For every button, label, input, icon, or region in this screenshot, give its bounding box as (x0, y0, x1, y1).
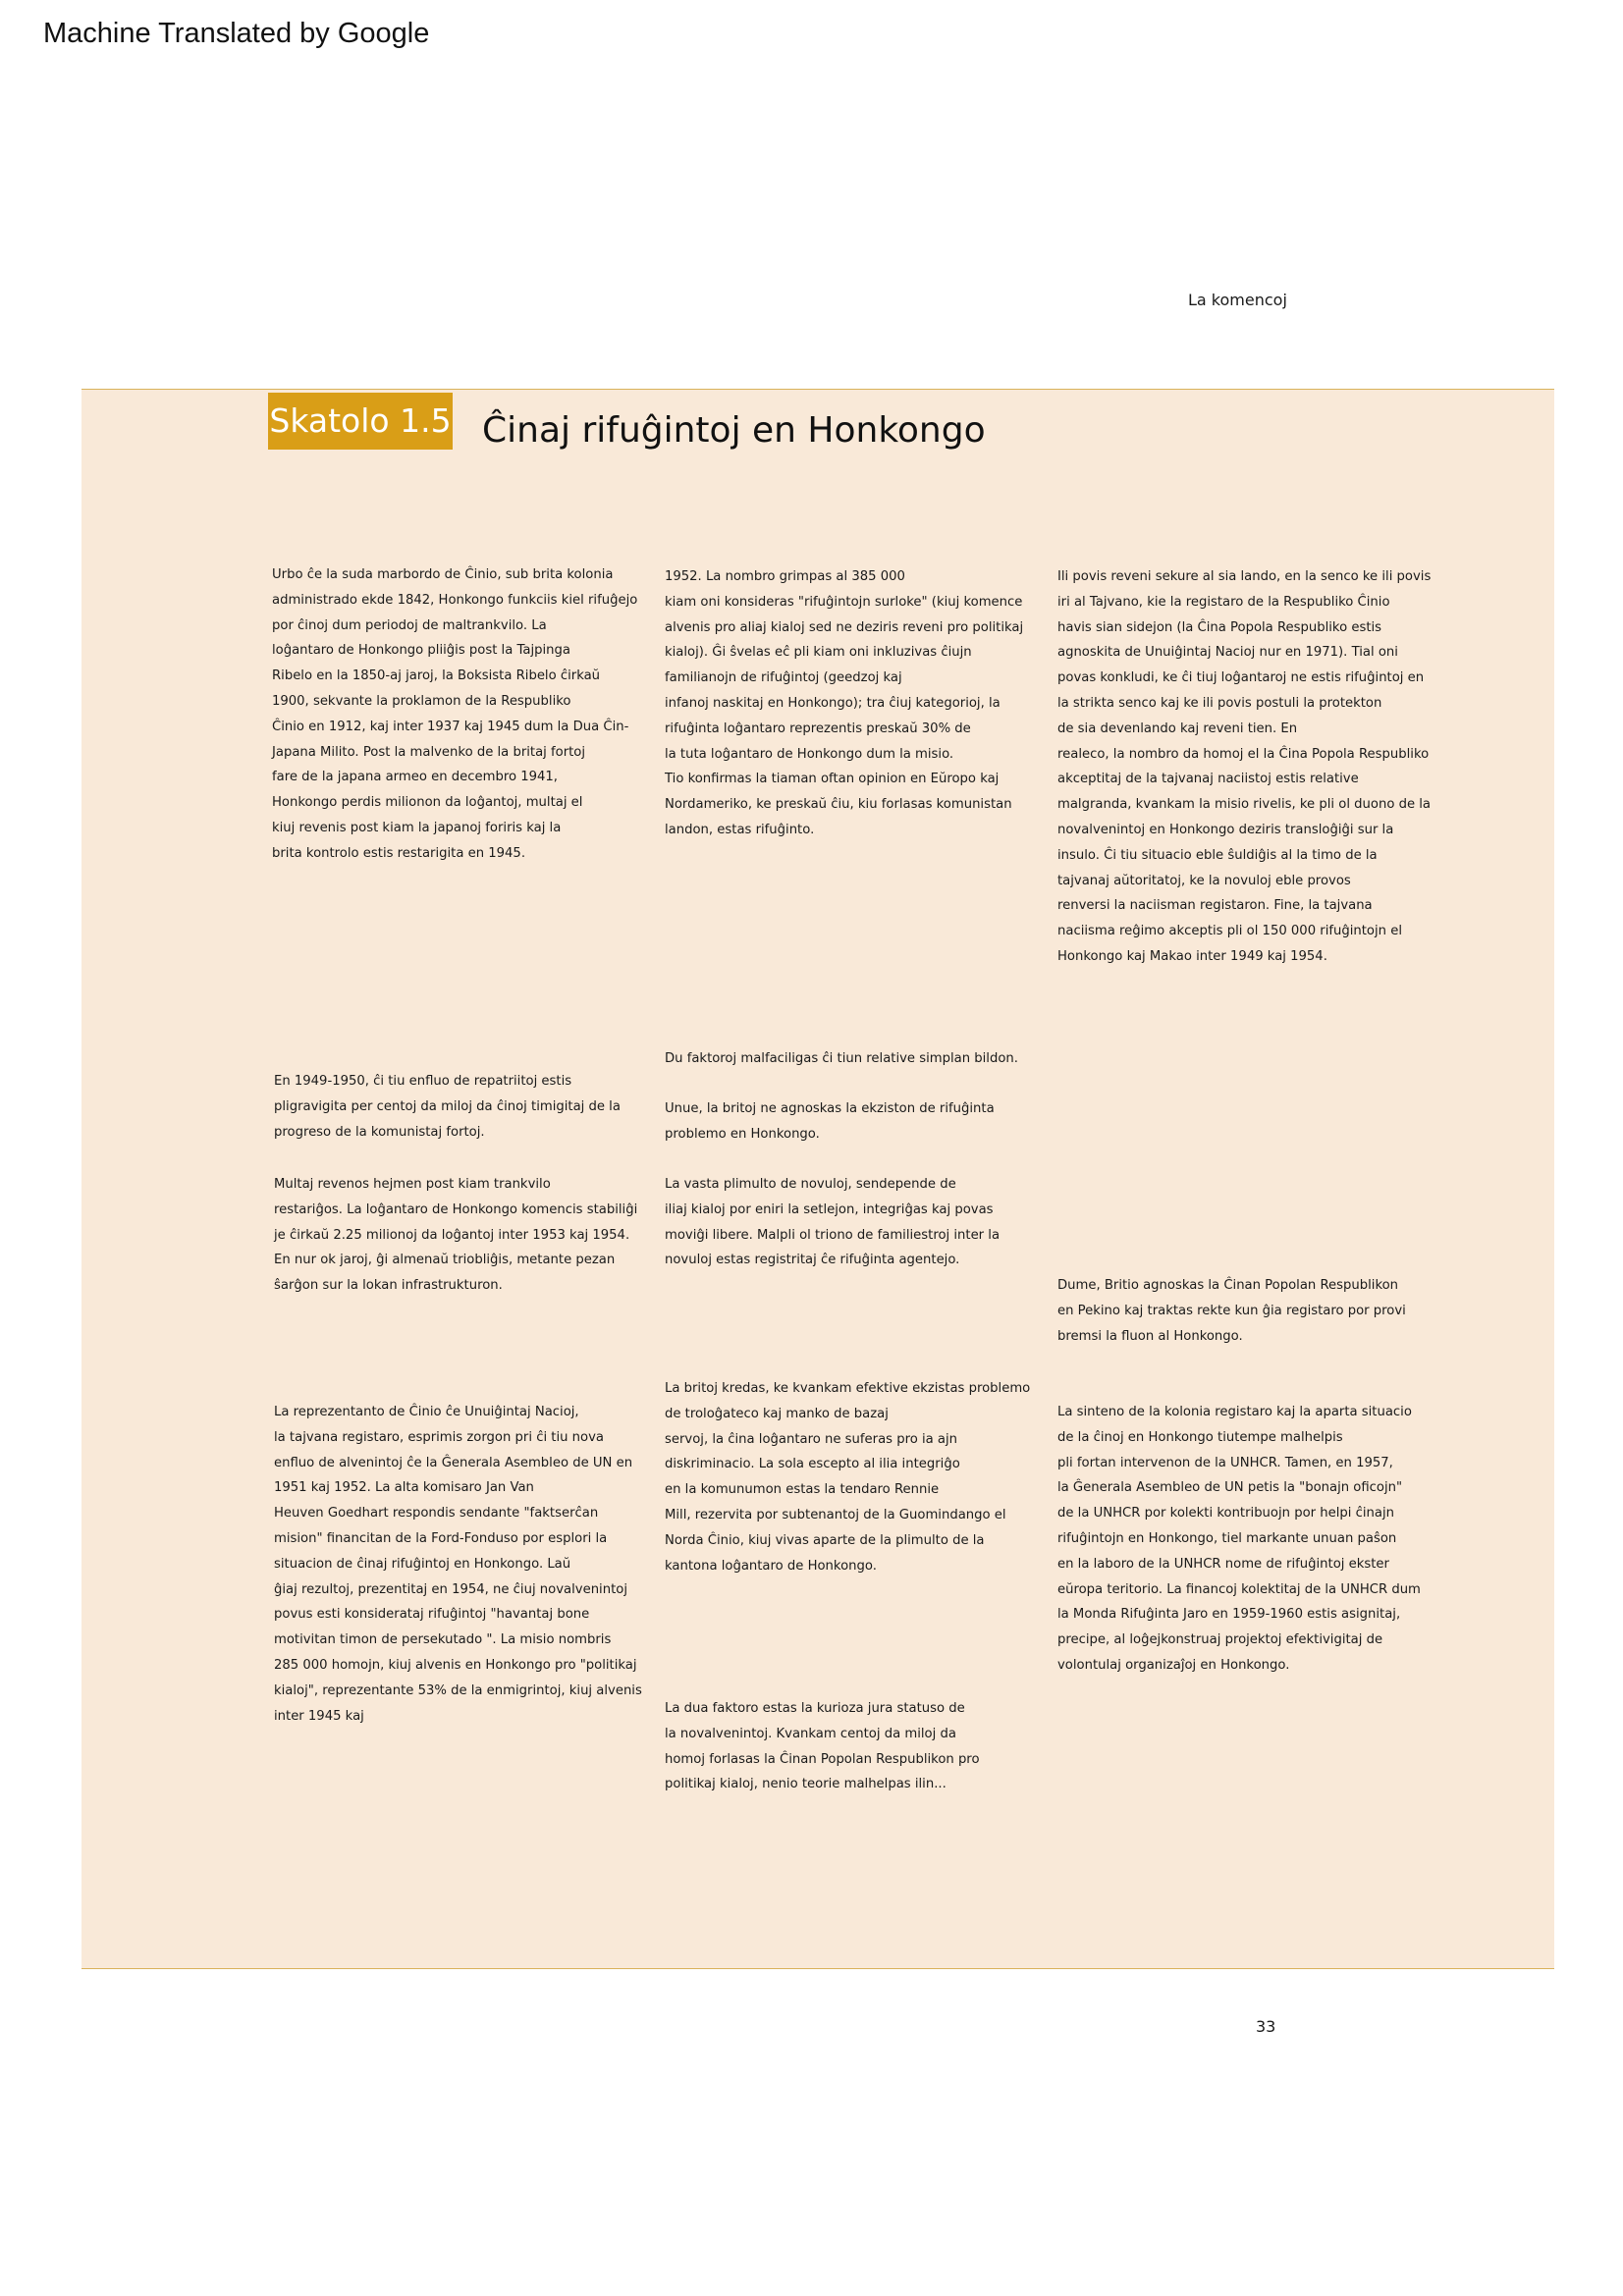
text-line: En 1949-1950, ĉi tiu enfluo de repatriitoj estis (274, 1074, 572, 1089)
column-3-paragraph (1057, 564, 1431, 970)
text-line: brita kontrolo estis restarigita en 1945. (272, 845, 526, 861)
column-2-paragraph (665, 564, 1023, 843)
text-line: 1951 kaj 1952. La alta komisaro Jan Van (274, 1480, 534, 1496)
text-line: malgranda, kvankam la misio rivelis, ke pli ol duono de la (1057, 797, 1432, 813)
text-line: Norda Ĉinio, kiuj vivas aparte de la plimulto de la (665, 1532, 985, 1548)
text-line: La dua faktoro estas la kurioza jura statuso de (665, 1701, 965, 1716)
text-line: fare de la japana armeo en decembro 1941, (272, 770, 558, 785)
text-line: problemo en Honkongo. (665, 1126, 820, 1142)
text-line: pli fortan intervenon de la UNHCR. Tamen, en 1957, (1057, 1455, 1393, 1470)
text-line: insulo. Ĉi tiu situacio eble ŝuldiĝis al la timo de la (1057, 847, 1378, 863)
text-line: enfluo de alvenintoj ĉe la Ĝenerala Asembleo de UN en (274, 1455, 633, 1470)
text-line: en la komunumon estas la tendaro Rennie (665, 1482, 940, 1498)
machine-translation-note: Machine Translated by Google (43, 18, 430, 49)
text-line: la Ĝenerala Asembleo de UN petis la "bonajn oficojn" (1057, 1480, 1403, 1496)
text-line: motivitan timon de persekutado ". La misio nombris (274, 1632, 612, 1648)
text-line: 1900, sekvante la proklamon de la Respubliko (272, 693, 571, 709)
text-line: en Pekino kaj traktas rekte kun ĝia registaro por provi (1057, 1303, 1406, 1318)
text-line: novalvenintoj en Honkongo deziris transloĝiĝi sur la (1057, 822, 1394, 837)
text-line: pligravigita per centoj da miloj da ĉinoj timigitaj de la (274, 1098, 621, 1114)
text-line: moviĝi libere. Malpli ol triono de familiestroj inter la (665, 1227, 1001, 1243)
text-line: de sia devenlando kaj reveni tien. En (1057, 721, 1298, 736)
text-line: iri al Tajvano, kie la registaro de la Respubliko Ĉinio (1057, 594, 1390, 610)
box-title: Ĉinaj rifuĝintoj en Honkongo (482, 410, 986, 451)
text-line: kiuj revenis post kiam la japanoj foriris kaj la (272, 820, 562, 835)
text-line: Honkongo perdis milionon da loĝantoj, multaj el (272, 795, 583, 811)
text-line: Multaj revenos hejmen post kiam trankvilo (274, 1177, 551, 1192)
text-line: ĝiaj rezultoj, prezentitaj en 1954, ne ĉiuj novalvenintoj (274, 1581, 627, 1597)
text-line: Mill, rezervita por subtenantoj de la Guomindango el (665, 1507, 1006, 1522)
text-line: ŝarĝon sur la lokan infrastrukturon. (274, 1278, 503, 1294)
text-line: por ĉinoj dum periodoj de maltrankvilo. La (272, 617, 547, 633)
paragraph-britain-recognizes (1057, 1273, 1406, 1349)
paragraph-integration (665, 1172, 1000, 1273)
text-line: En nur ok jaroj, ĝi almenaŭ triobliĝis, metante pezan (274, 1253, 616, 1268)
text-line: novuloj estas registritaj ĉe rifuĝinta agentejo. (665, 1253, 960, 1268)
text-line: havis sian sidejon (la Ĉina Popola Respubliko estis (1057, 619, 1382, 635)
text-line: Dume, Britio agnoskas la Ĉinan Popolan Respublikon (1057, 1278, 1399, 1293)
text-line: Honkongo kaj Makao inter 1949 kaj 1954. (1057, 948, 1327, 964)
text-line: restariĝos. La loĝantaro de Honkongo komencis stabiliĝi (274, 1201, 638, 1217)
text-line: de troloĝateco kaj manko de bazaj (665, 1406, 889, 1421)
text-line: administrado ekde 1842, Honkongo funkciis kiel rifuĝejo (272, 592, 638, 608)
text-line: Japana Milito. Post la malvenko de la britaj fortoj (272, 744, 586, 760)
text-line: landon, estas rifuĝinto. (665, 822, 815, 837)
text-line: homoj forlasas la Ĉinan Popolan Respublikon pro (665, 1751, 980, 1767)
text-line: infanoj naskitaj en Honkongo); tra ĉiuj kategorioj, la (665, 695, 1001, 711)
text-line: naciisma reĝimo akceptis pli ol 150 000 rifuĝintojn el (1057, 924, 1402, 939)
paragraph-british-view (665, 1376, 1030, 1578)
text-line: bremsi la fluon al Honkongo. (1057, 1328, 1243, 1344)
text-line: Unue, la britoj ne agnoskas la ekziston de rifuĝinta (665, 1101, 995, 1116)
text-line: alvenis pro aliaj kialoj sed ne deziris reveni pro politikaj (665, 619, 1024, 635)
text-line: familianojn de rifuĝintoj (geedzoj kaj (665, 670, 902, 686)
text-line: rifuĝintojn en Honkongo, tiel markante unuan paŝon (1057, 1530, 1397, 1546)
text-line: akceptitaj de la tajvanaj naciistoj estis relative (1057, 772, 1359, 787)
text-line: Urbo ĉe la suda marbordo de Ĉinio, sub brita kolonia (272, 567, 614, 582)
text-line: situacion de ĉinaj rifuĝintoj en Honkongo. Laŭ (274, 1556, 571, 1572)
running-header: La komencoj (1188, 291, 1287, 309)
text-line: tajvanaj aŭtoritatoj, ke la novuloj eble provos (1057, 873, 1351, 888)
paragraph-un-mission (274, 1400, 642, 1729)
text-line: Nordameriko, ke preskaŭ ĉiu, kiu forlasas komunistan (665, 797, 1012, 813)
paragraph-repatriates (274, 1069, 621, 1145)
text-line: povus esti konsiderataj rifuĝintoj "havantaj bone (274, 1607, 590, 1623)
text-line: loĝantaro de Honkongo pliiĝis post la Tajpinga (272, 643, 570, 659)
text-line: progreso de la komunistaj fortoj. (274, 1124, 485, 1140)
text-line: Ĉinio en 1912, kaj inter 1937 kaj 1945 dum la Dua Ĉin- (272, 719, 629, 734)
text-line: la Monda Rifuĝinta Jaro en 1959-1960 estis asignitaj, (1057, 1607, 1401, 1623)
text-line: Ili povis reveni sekure al sia lando, en la senco ke ili povis (1057, 569, 1432, 584)
text-line: inter 1945 kaj (274, 1708, 364, 1724)
text-line: servoj, la ĉina loĝantaro ne suferas pro ia ajn (665, 1431, 958, 1447)
page-number: 33 (1256, 2017, 1276, 2036)
text-line: diskriminacio. La sola escepto al ilia integriĝo (665, 1457, 960, 1472)
text-line: Heuven Goedhart respondis sendante "faktserĉan (274, 1506, 599, 1522)
text-line: realeco, la nombro da homoj el la Ĉina Popola Respubliko (1057, 746, 1430, 762)
text-line: la tajvana registaro, esprimis zorgon pri ĉi tiu nova (274, 1429, 604, 1445)
text-line: kialoj", reprezentante 53% de la enmigrintoj, kiuj alvenis (274, 1682, 642, 1698)
text-line: kiam oni konsideras "rifuĝintojn surloke" (kiuj komence (665, 594, 1023, 610)
text-line: la tuta loĝantaro de Honkongo dum la misio. (665, 746, 954, 762)
text-line: La reprezentanto de Ĉinio ĉe Unuiĝintaj Nacioj, (274, 1405, 579, 1419)
text-line: kialoj). Ĝi ŝvelas eĉ pli kiam oni inkluzivas ĉiujn (665, 645, 972, 661)
paragraph-first-factor (665, 1096, 995, 1148)
text-line: iliaj kialoj por eniri la setlejon, integriĝas kaj povas (665, 1201, 994, 1217)
text-line: renversi la naciisman registaron. Fine, la tajvana (1057, 898, 1373, 914)
text-line: 1952. La nombro grimpas al 385 000 (665, 569, 905, 584)
text-line: de la ĉinoj en Honkongo tiutempe malhelpis (1057, 1429, 1343, 1445)
text-line: je ĉirkaŭ 2.25 milionoj da loĝantoj inter 1953 kaj 1954. (274, 1227, 630, 1243)
paragraph-population (274, 1172, 637, 1299)
text-line: La sinteno de la kolonia registaro kaj la aparta situacio (1057, 1405, 1412, 1419)
text-line: kantona loĝantaro de Honkongo. (665, 1558, 877, 1574)
text-line: Tio konfirmas la tiaman oftan opinion en Eŭropo kaj (665, 772, 1000, 787)
paragraph-unhcr-intervention (1057, 1400, 1421, 1679)
text-line: mision" financitan de la Ford-Fonduso por esplori la (274, 1530, 608, 1546)
text-line: povas konkludi, ke ĉi tiuj loĝantaroj ne estis rifuĝintoj en (1057, 670, 1425, 686)
text-line: volontulaj organizaĵoj en Honkongo. (1057, 1657, 1290, 1673)
text-line: 285 000 homojn, kiuj alvenis en Honkongo pro "politikaj (274, 1657, 637, 1673)
text-line: de la UNHCR por kolekti kontribuojn por helpi ĉinajn (1057, 1506, 1394, 1522)
text-line: Ribelo en la 1850-aj jaroj, la Boksista Ribelo ĉirkaŭ (272, 668, 601, 684)
text-line: en la laboro de la UNHCR nome de rifuĝintoj ekster (1057, 1556, 1389, 1572)
text-line: precipe, al loĝejkonstruaj projektoj efektivigitaj de (1057, 1632, 1383, 1648)
paragraph-legal-status (665, 1696, 980, 1797)
box-label: Skatolo 1.5 (268, 393, 453, 450)
text-line: Du faktoroj malfaciligas ĉi tiun relative simplan bildon. (665, 1051, 1018, 1066)
text-line: rifuĝinta loĝantaro reprezentis preskaŭ 30% de (665, 721, 971, 736)
text-line: politikaj kialoj, nenio teorie malhelpas ilin... (665, 1777, 947, 1792)
text-line: la strikta senco kaj ke ili povis postuli la protekton (1057, 695, 1382, 711)
text-line: eŭropa teritorio. La financoj kolektitaj de la UNHCR dum (1057, 1581, 1421, 1597)
text-line: La britoj kredas, ke kvankam efektive ekzistas problemo (665, 1381, 1031, 1396)
paragraph-two-factors (665, 1046, 1018, 1072)
text-line: agnoskita de Unuiĝintaj Nacioj nur en 1971). Tial oni (1057, 645, 1398, 661)
column-1-paragraph (272, 562, 637, 867)
text-line: La vasta plimulto de novuloj, sendepende de (665, 1177, 956, 1192)
text-line: la novalvenintoj. Kvankam centoj da miloj da (665, 1726, 956, 1741)
